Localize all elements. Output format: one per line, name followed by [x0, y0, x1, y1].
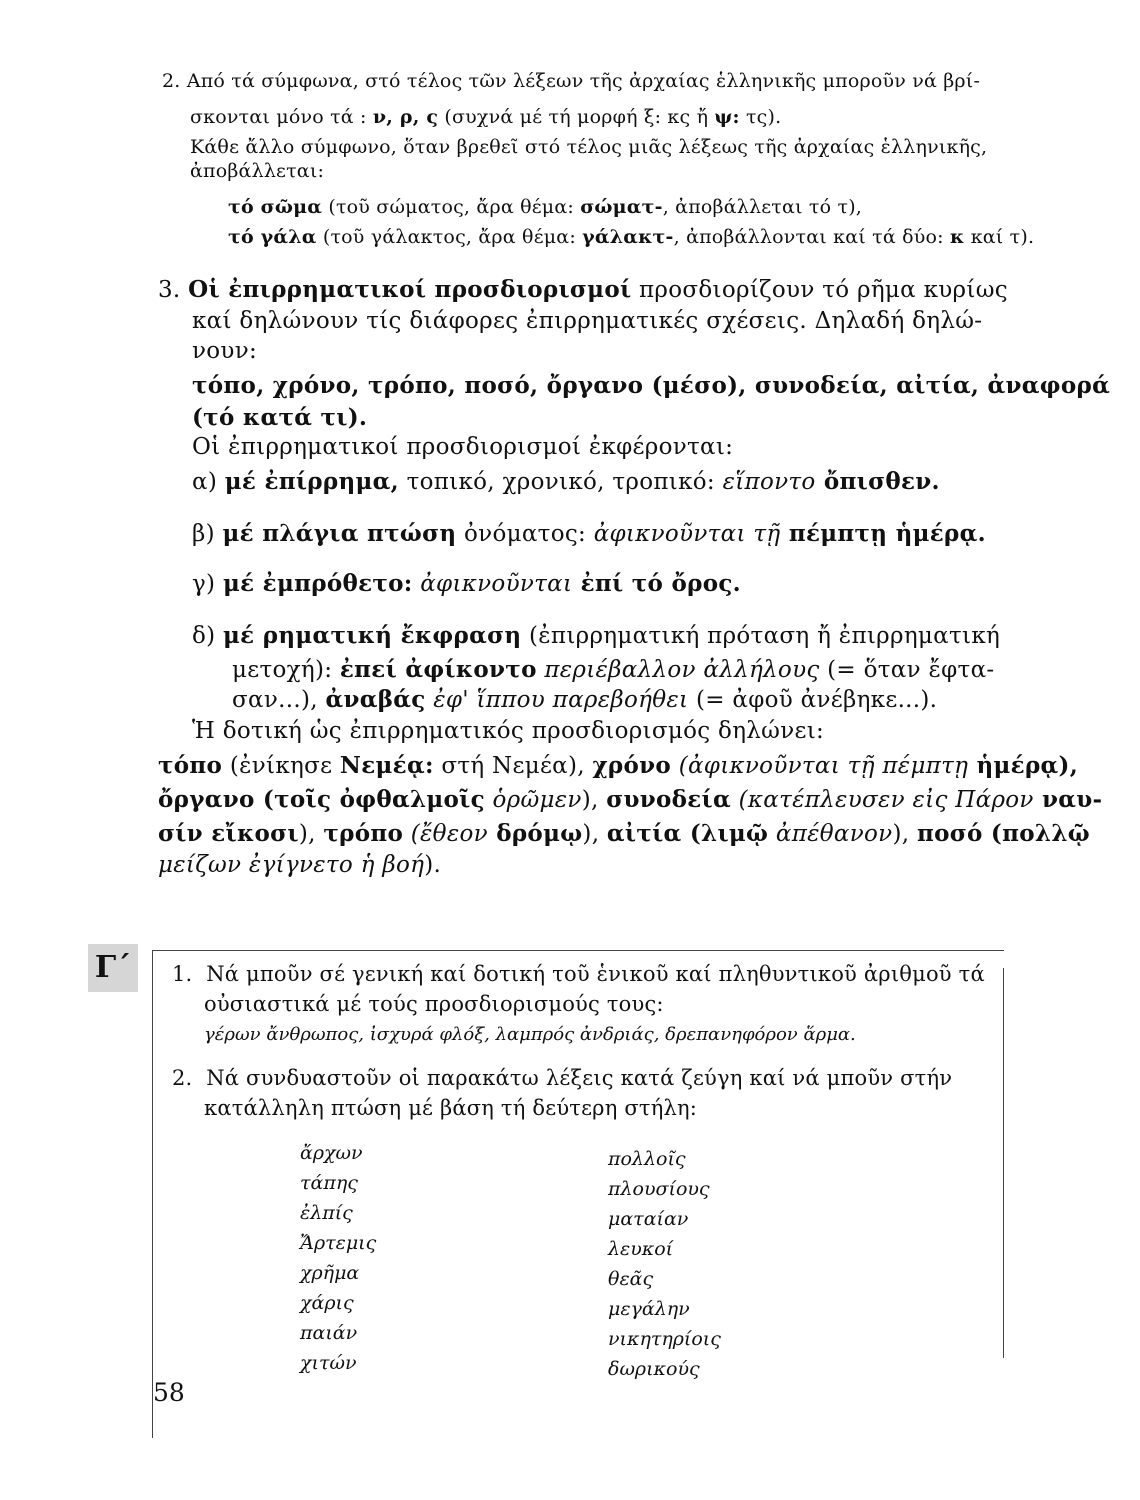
col1-word: Ἄρτεμις [300, 1232, 377, 1254]
exercise-box-right-rule [1003, 968, 1004, 1358]
item2-line4: ἀποβάλλεται: [190, 160, 325, 182]
dative-line3: σίν εἴκοσι), τρόπο (ἔθεον δρόμῳ), αἰτία (λιμῷ ἀπέθανον), ποσό (πολλῷ [158, 820, 1090, 847]
item3-line1: 3. Οἱ ἐπιρρηματικοί προσδιορισμοί προσδιορίζουν τό ρῆμα κυρίως [158, 276, 1008, 303]
exercise1-line1: 1. Νά μποῦν σέ γενική καί δοτική τοῦ ἑνικοῦ καί πληθυντικοῦ ἀριθμοῦ τά [172, 962, 985, 986]
col2-word: λευκοί [608, 1238, 674, 1260]
page-number: 58 [153, 1378, 185, 1407]
item2-line2: σκονται μόνο τά : ν, ρ, ς (συχνά μέ τή μορφή ξ: κς ἤ ψ: τς). [190, 106, 782, 128]
col1-word: παιάν [300, 1322, 358, 1344]
exercise-box-top-rule [152, 950, 1004, 951]
col1-word: χάρις [300, 1292, 354, 1314]
exercise2-line1: 2. Νά συνδυαστοῦν οἱ παρακάτω λέξεις κατά ζεύγη καί νά μποῦν στήν [172, 1066, 953, 1090]
item3-point-d: δ) μέ ρηματική ἔκφραση (ἐπιρρηματική πρόταση ἤ ἐπιρρηματική [192, 622, 1001, 649]
col1-word: χρῆμα [300, 1262, 360, 1284]
item3-point-g: γ) μέ ἐμπρόθετο: ἀφικνοῦνται ἐπί τό ὄρος. [192, 570, 741, 597]
item3-categories-cont: (τό κατά τι). [192, 404, 368, 431]
col1-word: ἄρχων [300, 1142, 363, 1164]
col1-word: τάπης [300, 1172, 358, 1194]
col2-word: πλουσίους [608, 1178, 710, 1200]
section-label-gamma: Γ΄ [88, 944, 138, 992]
item3-point-a: α) μέ ἐπίρρημα, τοπικό, χρονικό, τροπικό: εἵποντο ὄπισθεν. [192, 468, 940, 495]
exercise1-words: γέρων ἄνθρωπος, ἰσχυρά φλόξ, λαμπρός ἀνδριάς, δρεπανηφόρον ἅρμα. [204, 1024, 856, 1045]
item3-categories: τόπο, χρόνο, τρόπο, ποσό, ὄργανο (μέσο), συνοδεία, αἰτία, ἀναφορά [192, 372, 1111, 399]
item3-line3: νουν: [192, 338, 258, 364]
item3-point-b: β) μέ πλάγια πτώση ὀνόματος: ἀφικνοῦνται τῇ πέμπτῃ ἡμέρᾳ. [192, 520, 986, 547]
col1-word: χιτών [300, 1352, 357, 1374]
col2-word: δωρικούς [608, 1358, 700, 1380]
item2-line1: 2. Από τά σύμφωνα, στό τέλος τῶν λέξεων τῆς ἀρχαίας ἑλληνικῆς μποροῦν νά βρί- [162, 70, 981, 92]
col2-word: μεγάλην [608, 1298, 690, 1320]
item3-point-d-line3: σαν...), ἀναβάς ἐφ' ἵππου παρεβοήθει (= ἀφοῦ ἀνέβηκε...). [232, 686, 938, 713]
dative-line2: ὄργανο (τοῖς ὀφθαλμοῖς ὁρῶμεν), συνοδεία (κατέπλευσεν εἰς Πάρον ναυ- [158, 786, 1103, 813]
dative-line4: μείζων ἐγίγνετο ἡ βοή). [158, 852, 442, 878]
exercise1-line2: οὐσιαστικά μέ τούς προσδιορισμούς τους: [204, 992, 664, 1016]
col2-word: νικητηρίοις [608, 1328, 721, 1350]
item2-line3: Κάθε ἄλλο σύμφωνο, ὅταν βρεθεῖ στό τέλος μιᾶς λέξεως τῆς ἀρχαίας ἑλληνικῆς, [190, 136, 988, 158]
dative-line1: τόπο (ἐνίκησε Νεμέᾳ: στή Νεμέα), χρόνο (ἀφικνοῦνται τῇ πέμπτῃ ἡμέρᾳ), [158, 752, 1079, 779]
col2-word: θεᾶς [608, 1268, 654, 1290]
item3-point-d-line2: μετοχή): ἐπεί ἀφίκοντο περιέβαλλον ἀλλήλους (= ὅταν ἔφτα- [232, 656, 995, 683]
item2-example1: τό σῶμα (τοῦ σώματος, ἄρα θέμα: σώματ-, ἀποβάλλεται τό τ), [228, 196, 863, 218]
item3-expressed: Οἱ ἐπιρρηματικοί προσδιορισμοί ἐκφέρονται: [192, 434, 734, 460]
col2-word: ματαίαν [608, 1208, 689, 1230]
dative-intro: Ἡ δοτική ὡς ἐπιρρηματικός προσδιορισμός δηλώνει: [192, 718, 825, 744]
item2-example2: τό γάλα (τοῦ γάλακτος, ἄρα θέμα: γάλακτ-, ἀποβάλλονται καί τά δύο: κ καί τ). [228, 226, 1035, 248]
item3-line2: καί δηλώνουν τίς διάφορες ἐπιρρηματικές σχέσεις. Δηλαδή δηλώ- [192, 308, 983, 334]
col1-word: ἐλπίς [300, 1202, 353, 1224]
exercise2-line2: κατάλληλη πτώση μέ βάση τή δεύτερη στήλη: [204, 1096, 698, 1120]
exercise-box-left-rule [152, 950, 153, 1438]
col2-word: πολλοῖς [608, 1148, 686, 1170]
